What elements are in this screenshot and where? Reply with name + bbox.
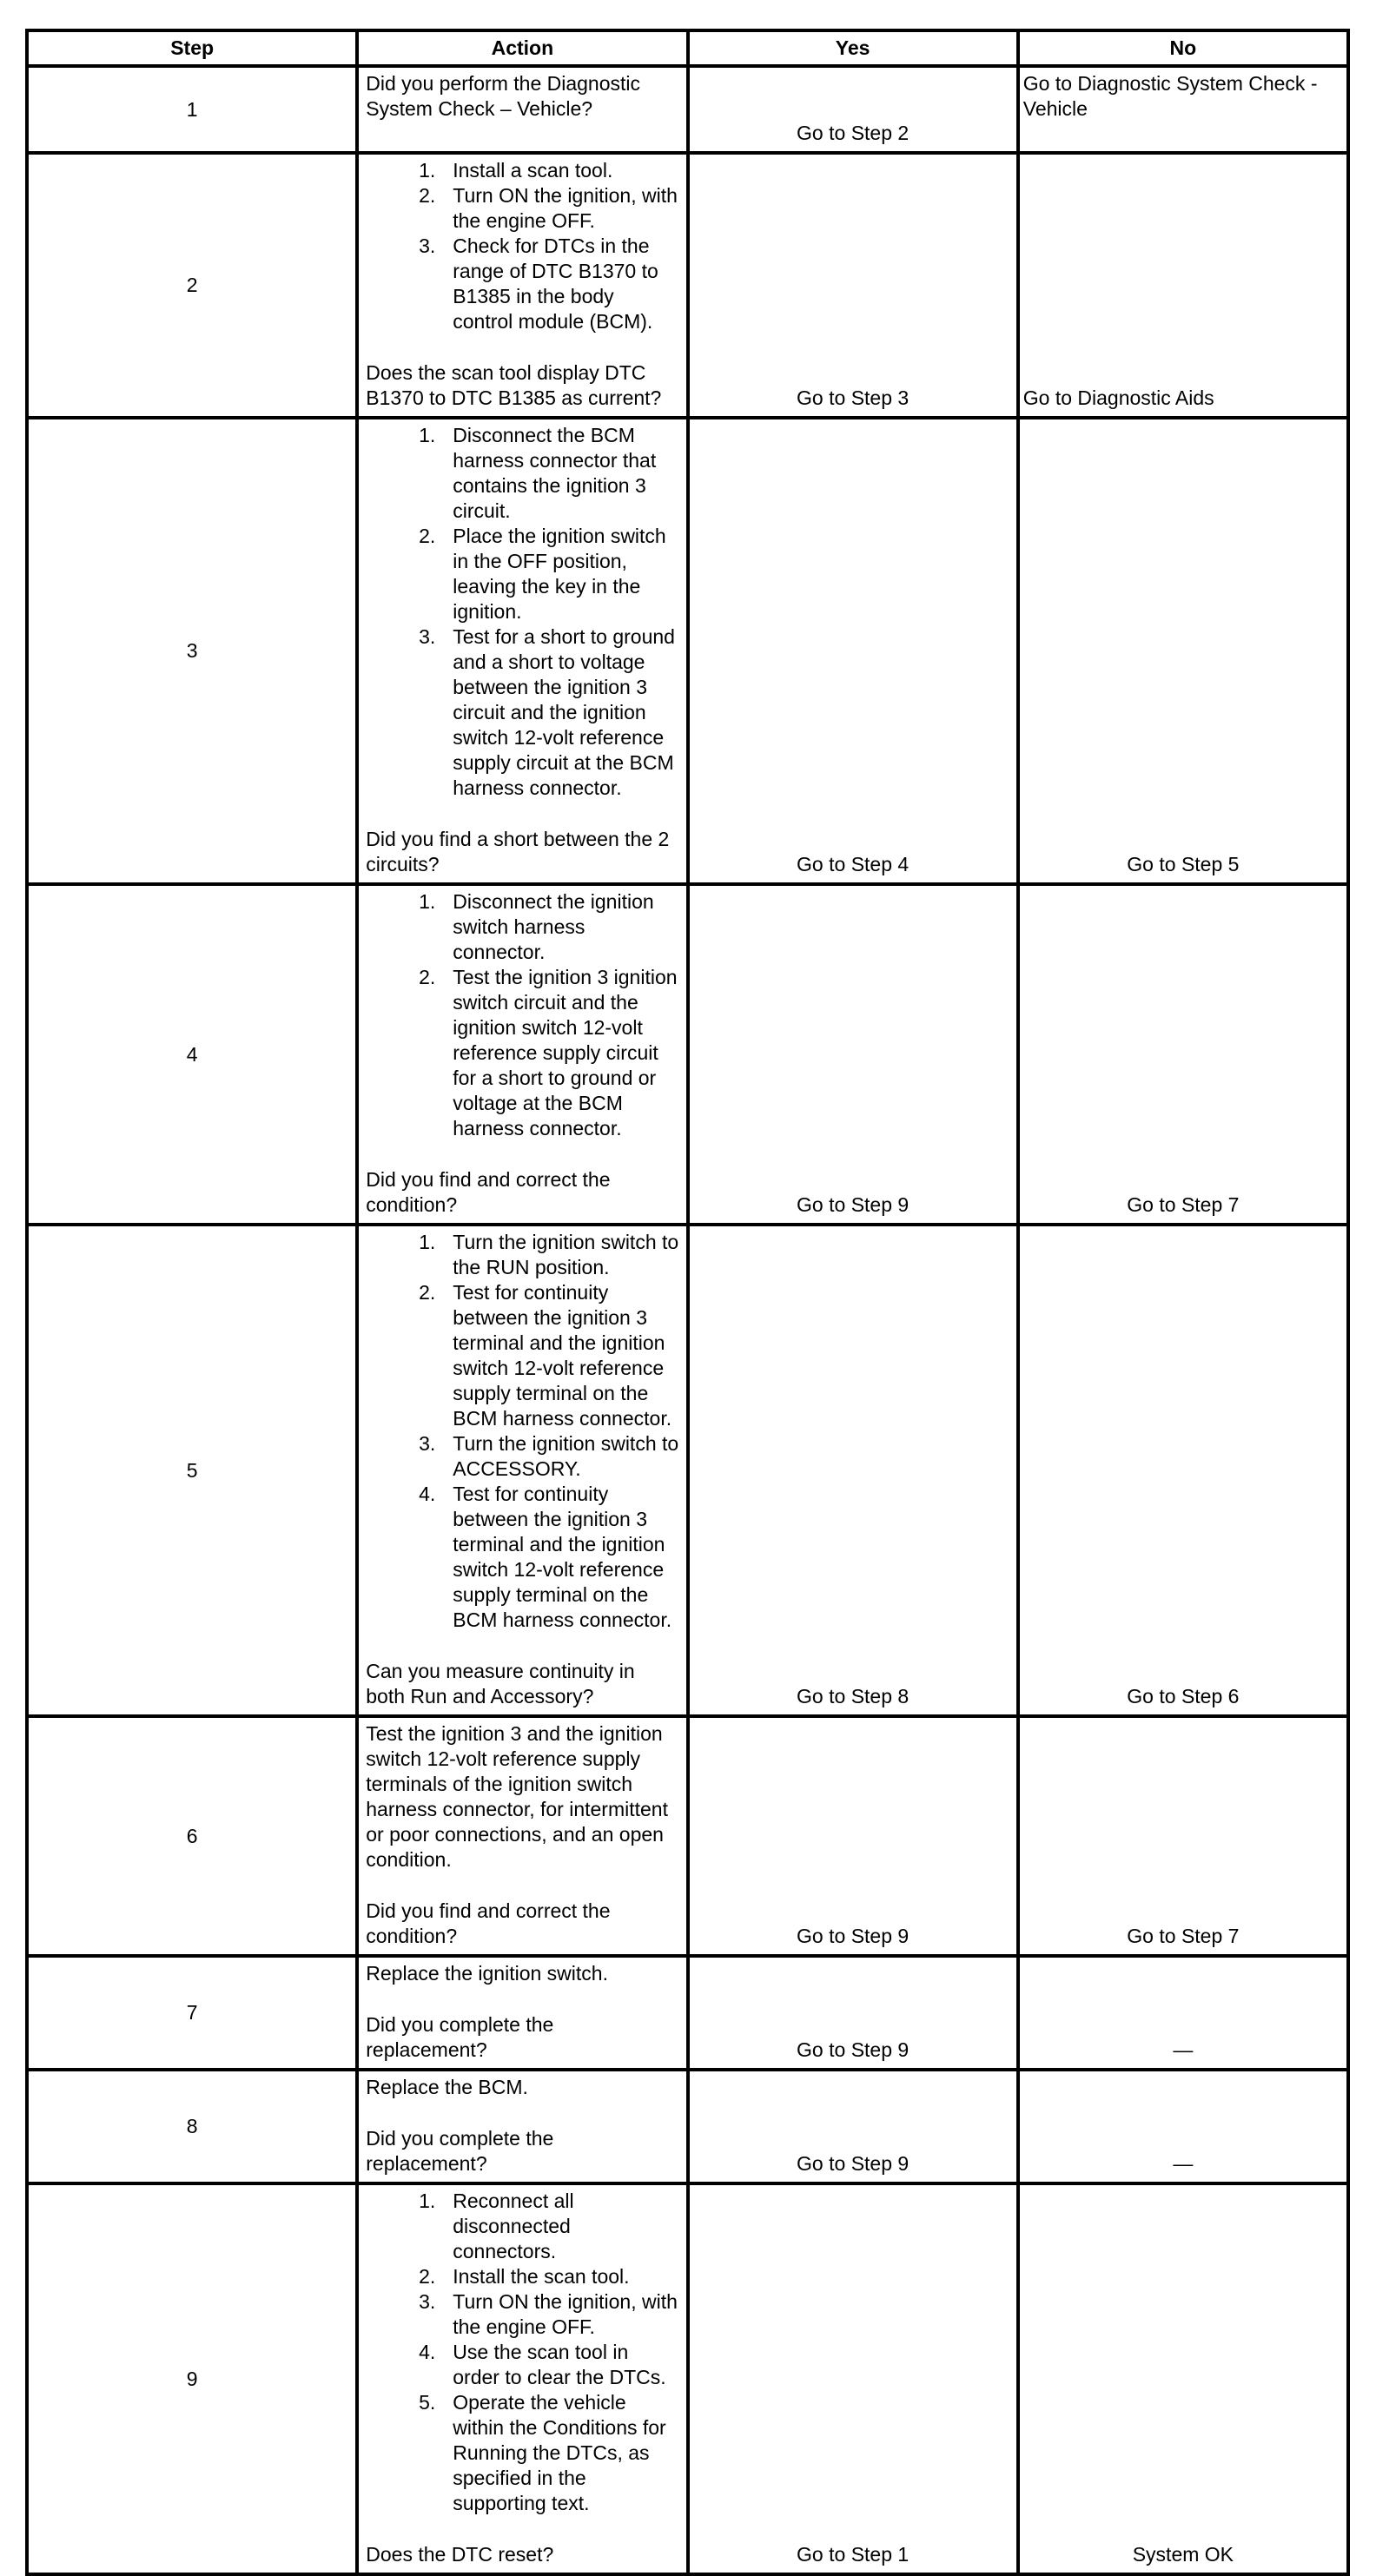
yes-result: Go to Step 8: [797, 1685, 910, 1707]
instruction-list: [366, 2189, 678, 2516]
item-text: Use the scan tool in order to clear the DTCs.: [453, 2341, 666, 2388]
item-text: Reconnect all disconnected connectors.: [453, 2190, 574, 2262]
no-cell: [1018, 66, 1348, 153]
list-item: [366, 2289, 678, 2340]
yes-result: Go to Step 9: [797, 2152, 910, 2175]
list-item: [366, 2340, 678, 2390]
action-text: Test the ignition 3 and the ignition switch 12-volt reference supply terminals of the ignition switch harness connector, for intermittent or poor connections, and an open condition.: [366, 1722, 668, 1871]
no-result: Go to Step 6: [1127, 1685, 1240, 1707]
yes-cell: [688, 2183, 1018, 2574]
table-row: [27, 66, 1348, 153]
question-text: Did you find a short between the 2 circuits?: [366, 828, 670, 875]
instruction-list: [366, 1230, 678, 1633]
table-row: [27, 2070, 1348, 2183]
step-number: 2: [27, 153, 357, 418]
header-step: Step: [27, 30, 357, 66]
no-cell: [1018, 418, 1348, 884]
yes-result: Go to Step 9: [797, 1193, 910, 1216]
item-text: Install the scan tool.: [453, 2265, 630, 2288]
instruction-list: [366, 423, 678, 801]
diagnostic-table: [25, 29, 1350, 2576]
item-text: Turn the ignition switch to ACCESSORY.: [453, 1432, 679, 1480]
item-text: Install a scan tool.: [453, 159, 613, 182]
step-number: 9: [27, 2183, 357, 2574]
question-text: Does the DTC reset?: [366, 2543, 554, 2566]
item-text: Operate the vehicle within the Conditions for Running the DTCs, as specified in the supporting text.: [453, 2391, 666, 2514]
instruction-list: [366, 158, 678, 334]
table-row: [27, 153, 1348, 418]
item-number: 5.: [419, 2391, 436, 2414]
list-item: [366, 183, 678, 234]
no-cell: [1018, 153, 1348, 418]
no-result: Go to Diagnostic System Check - Vehicle: [1022, 72, 1318, 120]
item-text: Check for DTCs in the range of DTC B1370 to B1385 in the body control module (BCM).: [453, 234, 658, 333]
yes-cell: [688, 1716, 1018, 1956]
yes-cell: [688, 1956, 1018, 2070]
list-item: [366, 524, 678, 624]
item-number: 1.: [419, 2190, 436, 2212]
item-number: 2.: [419, 966, 436, 988]
action-cell: [357, 1225, 687, 1716]
table-row: [27, 1716, 1348, 1956]
action-text: Replace the ignition switch.: [366, 1962, 608, 1985]
action-cell: [357, 2183, 687, 2574]
item-text: Test for continuity between the ignition 3 terminal and the ignition switch 12-volt reference supply terminal on the BCM harness connector.: [453, 1281, 672, 1430]
action-text: Replace the BCM.: [366, 2076, 528, 2098]
action-cell: [357, 418, 687, 884]
no-result: —: [1173, 2152, 1194, 2175]
no-cell: [1018, 2183, 1348, 2574]
list-item: [366, 1431, 678, 1482]
item-number: 4.: [419, 2341, 436, 2363]
list-item: [366, 1482, 678, 1633]
list-item: [366, 2390, 678, 2516]
no-cell: [1018, 1225, 1348, 1716]
list-item: [366, 158, 678, 183]
yes-cell: [688, 66, 1018, 153]
item-text: Turn the ignition switch to the RUN position.: [453, 1231, 679, 1278]
item-text: Test for continuity between the ignition 3 terminal and the ignition switch 12-volt reference supply terminal on the BCM harness connector.: [453, 1483, 672, 1631]
list-item: [366, 965, 678, 1141]
item-text: Turn ON the ignition, with the engine OFF.: [453, 2290, 678, 2338]
step-number: 5: [27, 1225, 357, 1716]
no-cell: [1018, 2070, 1348, 2183]
action-cell: [357, 884, 687, 1225]
list-item: [366, 1230, 678, 1280]
item-number: 1.: [419, 1231, 436, 1253]
item-text: Test for a short to ground and a short to voltage between the ignition 3 circuit and the ignition switch 12-volt reference supply circuit at the BCM harness connector.: [453, 625, 675, 799]
header-no: No: [1018, 30, 1348, 66]
step-number: 7: [27, 1956, 357, 2070]
step-number: 4: [27, 884, 357, 1225]
item-text: Disconnect the BCM harness connector that contains the ignition 3 circuit.: [453, 424, 657, 522]
yes-cell: [688, 153, 1018, 418]
action-cell: [357, 66, 687, 153]
item-number: 2.: [419, 1281, 436, 1304]
yes-result: Go to Step 9: [797, 1925, 910, 1947]
yes-result: Go to Step 2: [797, 122, 910, 144]
action-cell: [357, 1716, 687, 1956]
item-number: 3.: [419, 1432, 436, 1455]
yes-cell: [688, 884, 1018, 1225]
action-text: Did you perform the Diagnostic System Check – Vehicle?: [366, 72, 641, 120]
item-text: Place the ignition switch in the OFF position, leaving the key in the ignition.: [453, 525, 666, 623]
list-item: [366, 624, 678, 801]
item-number: 3.: [419, 234, 436, 257]
list-item: [366, 889, 678, 965]
header-action: Action: [357, 30, 687, 66]
no-result: Go to Step 7: [1127, 1193, 1240, 1216]
item-number: 3.: [419, 2290, 436, 2313]
header-yes: Yes: [688, 30, 1018, 66]
item-number: 1.: [419, 424, 436, 446]
no-result: Go to Step 7: [1127, 1925, 1240, 1947]
yes-result: Go to Step 4: [797, 853, 910, 875]
item-number: 4.: [419, 1483, 436, 1505]
item-number: 1.: [419, 890, 436, 913]
instruction-list: [366, 889, 678, 1141]
item-text: Turn ON the ignition, with the engine OFF.: [453, 184, 678, 232]
question-text: Can you measure continuity in both Run and Accessory?: [366, 1660, 635, 1707]
list-item: [366, 234, 678, 334]
header-row: [27, 30, 1348, 66]
no-result: System OK: [1132, 2543, 1234, 2566]
no-result: Go to Diagnostic Aids: [1022, 386, 1214, 409]
item-text: Disconnect the ignition switch harness connector.: [453, 890, 654, 963]
table-row: [27, 1956, 1348, 2070]
action-cell: [357, 1956, 687, 2070]
list-item: [366, 423, 678, 524]
table-row: [27, 2183, 1348, 2574]
yes-result: Go to Step 3: [797, 386, 910, 409]
list-item: [366, 2264, 678, 2289]
table-row: [27, 884, 1348, 1225]
item-number: 1.: [419, 159, 436, 182]
list-item: [366, 2189, 678, 2264]
no-cell: [1018, 1716, 1348, 1956]
yes-result: Go to Step 1: [797, 2543, 910, 2566]
question-text: Did you complete the replacement?: [366, 2127, 554, 2175]
question-text: Does the scan tool display DTC B1370 to DTC B1385 as current?: [366, 361, 662, 409]
yes-cell: [688, 2070, 1018, 2183]
no-result: Go to Step 5: [1127, 853, 1240, 875]
step-number: 6: [27, 1716, 357, 1956]
yes-cell: [688, 1225, 1018, 1716]
no-cell: [1018, 1956, 1348, 2070]
no-result: —: [1173, 2038, 1194, 2061]
item-number: 2.: [419, 525, 436, 547]
action-cell: [357, 2070, 687, 2183]
yes-result: Go to Step 9: [797, 2038, 910, 2061]
list-item: [366, 1280, 678, 1431]
item-text: Test the ignition 3 ignition switch circuit and the ignition switch 12-volt reference supply circuit for a short to ground or voltage at the BCM harness connector.: [453, 966, 678, 1139]
question-text: Did you find and correct the condition?: [366, 1168, 611, 1216]
item-number: 2.: [419, 184, 436, 207]
step-number: 3: [27, 418, 357, 884]
question-text: Did you find and correct the condition?: [366, 1899, 611, 1947]
step-number: 1: [27, 66, 357, 153]
action-cell: [357, 153, 687, 418]
no-cell: [1018, 884, 1348, 1225]
question-text: Did you complete the replacement?: [366, 2013, 554, 2061]
step-number: 8: [27, 2070, 357, 2183]
item-number: 2.: [419, 2265, 436, 2288]
table-row: [27, 1225, 1348, 1716]
item-number: 3.: [419, 625, 436, 648]
table-row: [27, 418, 1348, 884]
yes-cell: [688, 418, 1018, 884]
